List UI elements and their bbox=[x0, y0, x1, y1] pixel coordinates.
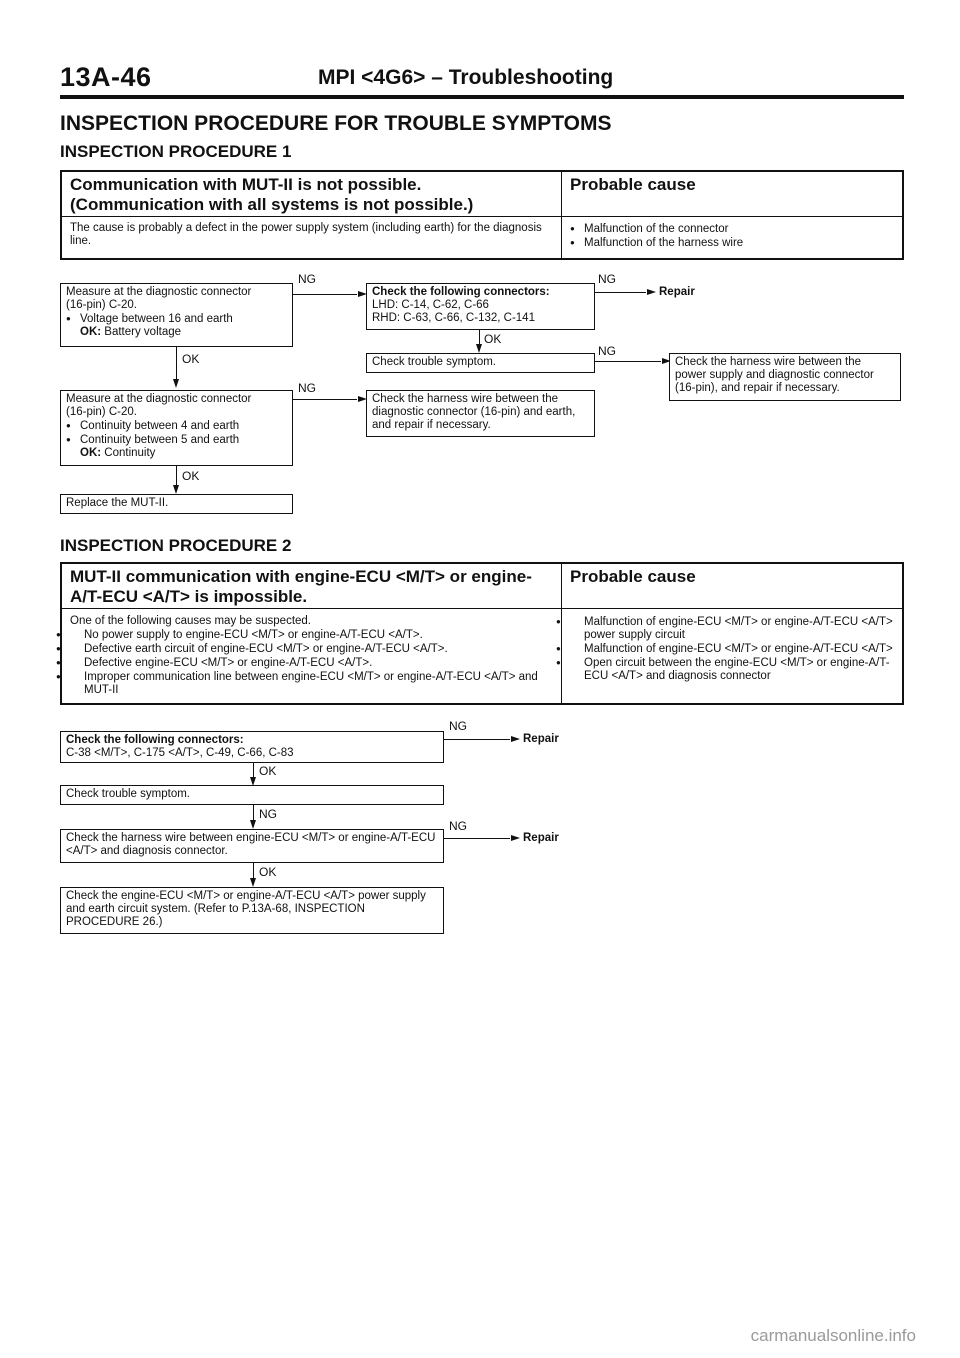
box-ok-line: OK: Battery voltage bbox=[80, 326, 182, 338]
arrow-down-icon bbox=[250, 878, 256, 887]
ok-label: OK bbox=[484, 332, 502, 346]
header-rule bbox=[60, 95, 904, 99]
procedure2-cause-heading: Probable cause bbox=[570, 567, 696, 586]
flow-line bbox=[444, 838, 510, 839]
ok-label: OK bbox=[182, 352, 200, 366]
box-line: (16-pin) C-20. bbox=[66, 299, 137, 311]
procedure2-causes bbox=[570, 615, 896, 683]
table-divider bbox=[561, 172, 562, 258]
box-line: LHD: C-14, C-62, C-66 bbox=[372, 299, 489, 311]
ok-label: OK bbox=[259, 865, 277, 879]
suspects-intro: One of the following causes may be suspected. bbox=[70, 615, 312, 627]
check-trouble-box: Check trouble symptom. bbox=[60, 785, 444, 805]
procedure2-heading: INSPECTION PROCEDURE 2 bbox=[60, 536, 292, 555]
flow-line bbox=[293, 399, 357, 400]
page-number: 13A-46 bbox=[60, 62, 152, 92]
box-line: ● Continuity between 5 and earth bbox=[66, 433, 287, 447]
ng-label: NG bbox=[298, 381, 316, 395]
box-ok-line: OK: Continuity bbox=[80, 447, 156, 459]
arrow-right-icon bbox=[647, 289, 656, 295]
box-line: Measure at the diagnostic connector bbox=[66, 286, 252, 298]
box-line: C-38 <M/T>, C-175 <A/T>, C-49, C-66, C-83 bbox=[66, 747, 294, 759]
ng-label: NG bbox=[259, 807, 277, 821]
flow-line bbox=[253, 763, 254, 777]
repair-label: Repair bbox=[523, 832, 559, 844]
procedure1-table bbox=[60, 170, 904, 260]
check-harness-power-box: Check the harness wire between the power supply and diagnostic connector (16-pin), and repair if necessary. bbox=[669, 353, 901, 401]
ok-label: OK bbox=[259, 764, 277, 778]
check-trouble-box: Check trouble symptom. bbox=[366, 353, 595, 373]
check-harness-earth-box: Check the harness wire between the diagnostic connector (16-pin) and earth, and repair if necessary. bbox=[366, 390, 595, 437]
measure-voltage-box bbox=[60, 283, 293, 347]
arrow-down-icon bbox=[173, 485, 179, 494]
main-heading: INSPECTION PROCEDURE FOR TROUBLE SYMPTOMS bbox=[60, 112, 612, 135]
table-divider bbox=[62, 608, 902, 609]
ng-label: NG bbox=[449, 819, 467, 833]
check-ecu-power-box: Check the engine-ECU <M/T> or engine-A/T-ECU <A/T> power supply and earth circuit system. (Refer to P.13A-68, INSPECTION PROCEDURE 26.) bbox=[60, 887, 444, 934]
procedure2-table bbox=[60, 562, 904, 705]
flow-line bbox=[479, 330, 480, 344]
cause-item: ● Malfunction of engine-ECU <M/T> or engine-A/T-ECU <A/T> bbox=[570, 642, 896, 656]
arrow-down-icon bbox=[476, 344, 482, 353]
box-line: Check the following connectors: bbox=[66, 734, 244, 746]
ng-label: NG bbox=[449, 719, 467, 733]
check-connectors-box bbox=[60, 731, 444, 763]
table-divider bbox=[62, 216, 902, 217]
box-line: (16-pin) C-20. bbox=[66, 406, 137, 418]
ng-label: NG bbox=[598, 272, 616, 286]
repair-label: Repair bbox=[523, 733, 559, 745]
check-harness-box: Check the harness wire between engine-ECU <M/T> or engine-A/T-ECU <A/T> and diagnosis connector. bbox=[60, 829, 444, 863]
cause-item: ● Malfunction of the harness wire bbox=[570, 236, 890, 250]
watermark: carmanualsonline.info bbox=[750, 1326, 916, 1345]
suspect-item: ● Defective engine-ECU <M/T> or engine-A/T-ECU <A/T>. bbox=[70, 656, 556, 670]
flow-line bbox=[595, 361, 661, 362]
box-line: RHD: C-63, C-66, C-132, C-141 bbox=[372, 312, 535, 324]
cause-item: ● Malfunction of engine-ECU <M/T> or engine-A/T-ECU <A/T> power supply circuit bbox=[570, 615, 896, 642]
cause-item: ● Open circuit between the engine-ECU <M/T> or engine-A/T-ECU <A/T> and diagnosis connector bbox=[570, 656, 896, 683]
arrow-down-icon bbox=[250, 820, 256, 829]
flow-line bbox=[253, 805, 254, 820]
box-line: ● Continuity between 4 and earth bbox=[66, 419, 287, 433]
box-line: ● Voltage between 16 and earth bbox=[66, 312, 287, 326]
flow-line bbox=[444, 739, 510, 740]
cause-item: ● Malfunction of the connector bbox=[570, 222, 890, 236]
flow-line bbox=[595, 292, 646, 293]
box-line: Check the following connectors: bbox=[372, 286, 550, 298]
flow-line bbox=[253, 863, 254, 878]
arrow-down-icon bbox=[173, 379, 179, 388]
check-connectors-box bbox=[366, 283, 595, 330]
procedure1-cause-heading: Probable cause bbox=[570, 175, 696, 194]
table-divider bbox=[561, 564, 562, 703]
procedure1-heading: INSPECTION PROCEDURE 1 bbox=[60, 142, 292, 161]
ng-label: NG bbox=[598, 344, 616, 358]
procedure1-description: The cause is probably a defect in the power supply system (including earth) for the diagnosis line. bbox=[70, 222, 542, 247]
procedure2-symptom: MUT-II communication with engine-ECU <M/T> or engine-A/T-ECU <A/T> is impossible. bbox=[70, 567, 532, 606]
flow-line bbox=[176, 466, 177, 485]
ok-label: OK bbox=[182, 469, 200, 483]
arrow-right-icon bbox=[511, 736, 520, 742]
suspect-item: ● No power supply to engine-ECU <M/T> or engine-A/T-ECU <A/T>. bbox=[70, 628, 556, 642]
procedure1-causes bbox=[570, 222, 890, 250]
replace-mut-box: Replace the MUT-II. bbox=[60, 494, 293, 514]
suspect-item: ● Improper communication line between engine-ECU <M/T> or engine-A/T-ECU <A/T> and MUT-II bbox=[70, 670, 556, 697]
repair-label: Repair bbox=[659, 286, 695, 298]
ng-label: NG bbox=[298, 272, 316, 286]
procedure2-suspects bbox=[70, 615, 556, 697]
flow-line bbox=[176, 347, 177, 379]
suspect-item: ● Defective earth circuit of engine-ECU <M/T> or engine-A/T-ECU <A/T>. bbox=[70, 642, 556, 656]
flow-line bbox=[293, 294, 357, 295]
measure-continuity-box bbox=[60, 390, 293, 466]
section-title: MPI <4G6> – Troubleshooting bbox=[318, 66, 614, 89]
arrow-right-icon bbox=[511, 835, 520, 841]
procedure1-symptom: Communication with MUT-II is not possible. (Communication with all systems is not possible.) bbox=[70, 175, 474, 214]
box-line: Measure at the diagnostic connector bbox=[66, 393, 252, 405]
